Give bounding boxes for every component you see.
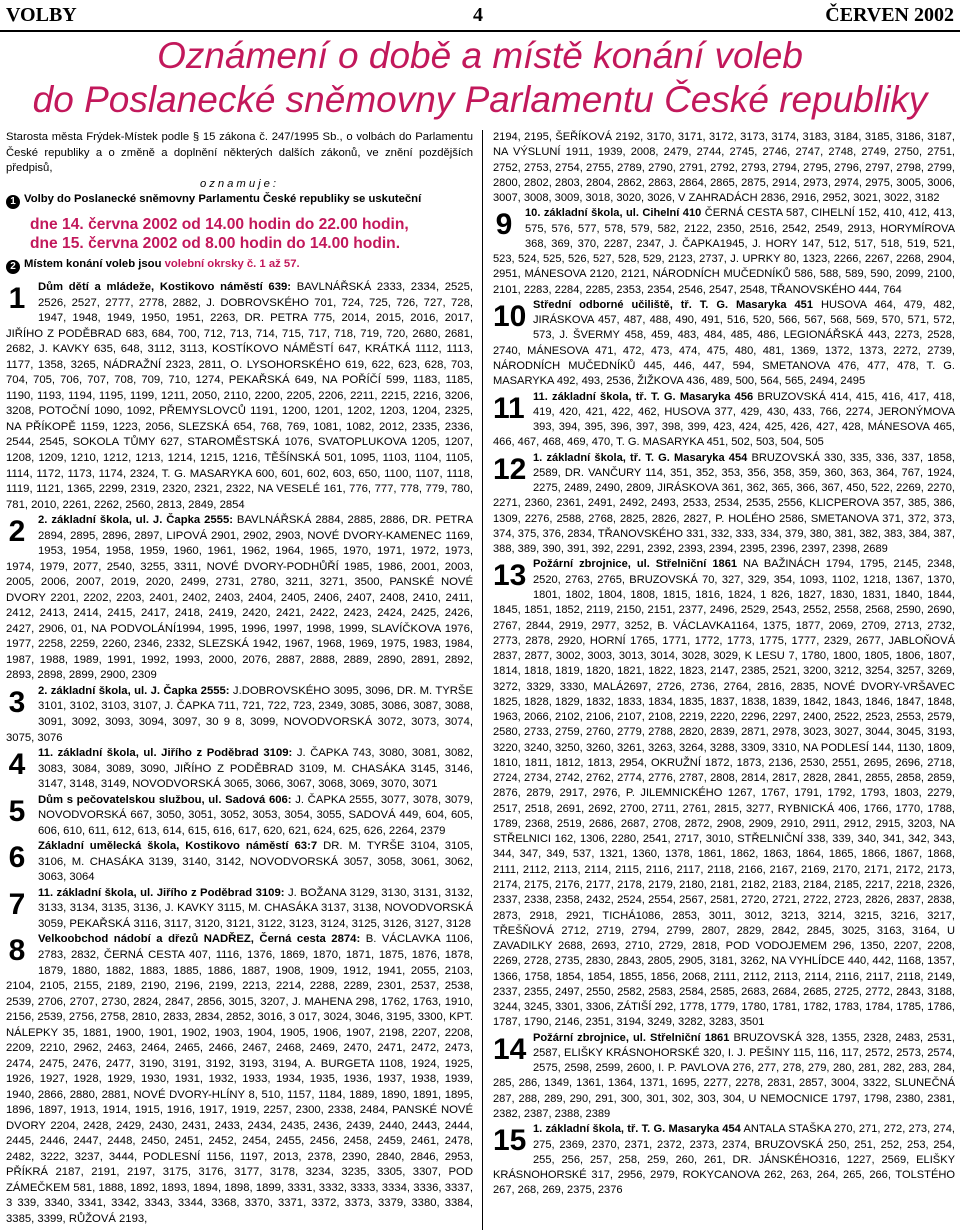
street-list: J. BOŽANA 3129, 3130, 3131, 3132, 3133, 3134, 3135, 3136, J. KAVKY 3115, M. CHASÁKA 3137, 3138, NOVODVORSKÁ 3059, PEKAŘSKÁ 3116, 3117, 3120, 3121, 3122, 3123, 3124, 3125, 3126, 3127, 3128 <box>38 886 473 930</box>
district-number: 8 <box>8 934 26 968</box>
street-list: BAVLNÁŘSKÁ 2333, 2334, 2525, 2526, 2527, 2777, 2778, 2882, J. DOBROVSKÉHO 701, 724, 725, 726, 727, 728, 1947, 1948, 1949, 1950, 1951, 2263, DR. PETRA 775, 2014, 2015, 2016, 2017, JIŘÍHO Z PODĚBRAD 683, 684, 700, 712, 713, 714, 715, 717, 718, 719, 720, 2680, 2681, 2682, J. KAVKY 635, 648, 3112, 3113, KOSTÍKOVO NÁMĚSTÍ 647, KRÁTKÁ 1112, 1113, 1177, 1358, 3265, NÁDRAŽNÍ 2323, 2811, O. LYSOHORSKÉHO 619, 622, 623, 628, 703, 704, 705, 706, 707, 708, 709, 710, 1274, PEKAŘSKÁ 649, NA POŘÍČÍ 599, 1183, 1185, 1190, 1193, 1194, 1195, 1199, 1211, 2050, 2110, 2200, 2205, 2206, 2211, 2215, 2216, 3206, 3208, POTOČNÍ 1090, 1092, PŘEMYSLOVCŮ 1191, 1200, 1201, 1202, 1203, 1204, 2325, NA PŘÍKOPĚ 1159, 1223, 2056, SLEZSKÁ 654, 768, 769, 1081, 1082, 2012, 2335, 2336, 2544, 2545, SOKOLA TŮMY 627, STAROMĚSTSKÁ 1076, SVATOPLUKOVA 1205, 1207, 1208, 1209, 1210, 1212, 1213, 1214, 1215, 1216, TĚŠÍNSKÁ 501, 1095, 1103, 1104, 1105, 1114, 1172, 1173, 1174, 2324, T. G. MASARYKA 600, 601, 602, 603, 650, 1100, 1107, 1118, 1119, 1121, 1365, 2299, 2319, 2320, 2321, 2322, NA VESELÉ 161, 776, 777, 778, 779, 780, 781, 2010, 2261, 2262, 2560, 2813, 2849, 2854 <box>6 281 474 511</box>
section-label: VOLBY <box>6 4 77 26</box>
district-number: 1 <box>8 282 26 316</box>
district-number: 13 <box>493 559 527 593</box>
street-list: NA BAŽINÁCH 1794, 1795, 2145, 2348, 2520, 2763, 2765, BRUZOVSKÁ 70, 327, 329, 354, 1093, 1102, 1218, 1367, 1370, 1801, 1802, 1804, 1808, 1815, 1816, 1824, 1 826, 1827, 1830, 1831, 1840, 1844, 1845, 1851, 1852, 2119, 2150, 2151, 2377, 2496, 2529, 2543, 2552, 2558, 2568, 2590, 2690, 2767, 2844, 2919, 2977, 3252, B. VÁCLAVKA1164, 1375, 1877, 2069, 2709, 2713, 2732, 2773, 2878, 2920, HORNÍ 1765, 1771, 1772, 1773, 1775, 1777, 2329, 2677, JABLOŇOVÁ 2837, 2877, 3002, 3003, 3013, 3014, 3028, 3029, K LESU 7, 1780, 1800, 1805, 1806, 1807, 1814, 1818, 1819, 1820, 1821, 1822, 1823, 2147, 2385, 2521, 3200, 3212, 3254, 3257, 3269, 3272, 3329, 3330, MALÁ2697, 2726, 2736, 2764, 2816, 2835, NOVÉ DVORY-VRŠAVEC 1825, 1828, 1829, 1832, 1833, 1834, 1835, 1837, 1838, 1839, 1842, 1843, 1846, 1847, 1848, 1963, 2066, 2102, 2106, 2107, 2108, 2219, 2220, 2296, 2297, 2400, 2522, 2523, 2553, 2579, 2580, 2733, 2759, 2760, 2779, 2788, 2820, 2839, 2871, 2978, 3023, 3027, 3044, 3045, 3193, 3220, 3240, 3250, 3260, 3261, 3263, 3264, 3288, 3309, 3310, NA PODLESÍ 144, 1130, 1809, 1810, 1811, 1812, 1813, 2954, OKRUŽNÍ 1872, 1873, 2136, 2530, 2551, 2695, 2696, 2718, 2724, 2734, 2742, 2762, 2774, 2776, 2787, 2808, 2814, 2817, 2828, 2841, 2855, 2858, 2859, 2876, 2879, 2917, 2976, P. JILEMNICKÉHO 1267, 1767, 1791, 1792, 1793, 1803, 2279, 2517, 2518, 2691, 2692, 2700, 2711, 2761, 2815, 3277, RYBNICKÁ 406, 1766, 1770, 1788, 1789, 2368, 2519, 2686, 2687, 2708, 2872, 2908, 2909, 2910, 2911, 2912, 2915, 3203, NA STŘELNICI 162, 1306, 2280, 2541, 2717, 3010, STŘELNIČNÍ 338, 339, 340, 341, 342, 343, 344, 347, 349, 537, 1321, 1360, 1378, 1861, 1862, 1863, 1864, 1865, 1866, 1867, 1868, 2111, 2112, 2113, 2114, 2115, 2116, 2117, 2118, 2166, 2167, 2169, 2170, 2171, 2172, 2173, 2174, 2175, 2176, 2177, 2178, 2179, 2180, 2181, 2182, 2183, 2184, 2185, 2217, 2218, 2326, 2337, 2338, 2358, 2432, 2524, 2554, 2567, 2581, 2720, 2721, 2722, 2723, 2826, 2837, 2838, 2873, 2918, 2921, TICHÁ1086, 2853, 3011, 3012, 3213, 3214, 3215, 3216, 3217, TŘEŠŇOVÁ 2712, 2719, 2794, 2799, 2807, 2829, 2842, 2845, 3025, 3163, 3164, U ZAVADILKY 2688, 2693, 2710, 2729, 2818, POD VODOJEMEM 296, 1350, 2207, 2208, 2269, 2728, 2735, 2830, 2843, 2805, 2905, 3181, 3262, NA VYHLÍDCE 440, 442, 1168, 1357, 1366, 1758, 1854, 1854, 1855, 1856, 2068, 2111, 2112, 2113, 2114, 2116, 2117, 2118, 2149, 2337, 2355, 2497, 2550, 2582, 2583, 2584, 2585, 2683, 2684, 2685, 2725, 2772, 2843, 3188, 3244, 3245, 3301, 3306, ZÁTIŠÍ 292, 1778, 1779, 1780, 1781, 1782, 1783, 1784, 1785, 1786, 1787, 1790, 2146, 2351, 3194, 3249, 3282, 3283, 3501 <box>493 558 955 1029</box>
intro-text: Starosta města Frýdek-Místek podle § 15 zákona č. 247/1995 Sb., o volbách do Parlamentu České republiky a o změně a doplnění některých dalších zákonů, ve znění pozdějších předpisů, <box>6 131 473 175</box>
polling-place-name: 11. základní škola, tř. T. G. Masaryka 456 <box>533 390 754 403</box>
district-number: 4 <box>8 748 26 782</box>
district-number: 10 <box>493 299 527 333</box>
district-entry <box>6 932 473 1227</box>
date-line-1: dne 14. června 2002 od 14.00 hodin do 22.00 hodin, <box>30 216 409 234</box>
district-number: 14 <box>493 1032 527 1066</box>
polling-place-name: Základní umělecká škola, Kostikovo náměstí 63:7 <box>38 840 318 853</box>
column-divider <box>482 130 483 1230</box>
polling-place-name: 2. základní škola, ul. J. Čapka 2555: <box>38 514 233 527</box>
announce-heading: oznamuje: <box>199 177 280 190</box>
district-number: 6 <box>8 841 26 875</box>
district-number: 12 <box>493 452 527 486</box>
polling-place-name: 11. základní škola, ul. Jiřího z Poděbrad 3109: <box>38 747 293 760</box>
street-list: BAVLNÁŘSKÁ 2884, 2885, 2886, DR. PETRA 2894, 2895, 2896, 2897, LIPOVÁ 2901, 2902, 2903, NOVÉ DVORY-KAMENEC 1169, 1953, 1954, 1958, 1959, 1960, 1961, 1962, 1964, 1965, 1970, 1971, 1972, 1973, 1974, 1979, 2077, 2540, 3255, 3311, NOVÉ DVORY-PODHŮŘÍ 1985, 1986, 2001, 2003, 2005, 2006, 2007, 2019, 2020, 2499, 2731, 2780, 3211, 3271, 3500, PANSKÉ NOVÉ DVORY 2201, 2202, 2203, 2401, 2402, 2403, 2404, 2405, 2406, 2407, 2408, 2410, 2411, 2412, 2413, 2414, 2415, 2417, 2418, 2419, 2420, 2421, 2422, 2423, 2424, 2425, 2426, 2427, 2906, 01, NA PODVOLÁNÍ1994, 1995, 1996, 1997, 1998, 1999, SLAVÍČKOVA 1976, 1977, 2258, 2259, 2260, 2346, 2332, SLEZSKÁ 1942, 1967, 1968, 1969, 1975, 1983, 1984, 1987, 1988, 1989, 1991, 1992, 1993, 2000, 2076, 2887, 2888, 2889, 2890, 2891, 2892, 2893, 2898, 2899, 2900, 2309 <box>6 514 473 682</box>
polling-place-name: Dům s pečovatelskou službou, ul. Sadová 606: <box>38 793 292 806</box>
district-entry <box>493 557 955 1030</box>
street-list: B. VÁCLAVKA 1106, 2783, 2832, ČERNÁ CESTA 407, 1116, 1376, 1869, 1870, 1871, 1875, 1876, 1878, 1879, 1880, 1882, 1883, 1885, 1886, 1887, 1908, 1909, 1912, 1941, 2055, 2103, 2104, 2105, 2155, 2189, 2190, 2196, 2199, 2213, 2214, 2288, 2289, 2301, 2537, 2538, 2539, 2706, 2707, 2730, 2824, 2847, 2856, 3015, 3207, J. MAHENA 298, 1762, 1763, 1910, 2156, 2539, 2756, 2758, 2810, 2833, 2834, 2852, 3016, 3 017, 3024, 3046, 3195, 3300, KPT. NÁLEPKY 35, 1881, 1900, 1901, 1902, 1903, 1904, 1905, 1906, 1907, 2198, 2207, 2208, 2209, 2210, 2962, 2463, 2464, 2465, 2466, 2467, 2468, 2469, 2470, 2471, 2472, 2473, 2474, 2475, 2476, 2477, 3190, 3191, 3192, 3193, 3194, A. BURGETA 1108, 1924, 1925, 1926, 1927, 1928, 1929, 1930, 1931, 1932, 1933, 1934, 1935, 1936, 1937, 1938, 1939, 1940, 2866, 2880, 2881, NOVÉ DVORY-HLÍNY 8, 510, 1157, 1184, 1889, 1890, 1891, 1895, 1896, 1897, 1913, 1914, 1915, 1916, 1917, 1919, 2257, 2300, 2338, 2484, PANSKÉ NOVÉ DVORY 2204, 2428, 2429, 2430, 2431, 2433, 2434, 2435, 2436, 2439, 2440, 2443, 2444, 2445, 2446, 2447, 2448, 2450, 2451, 2452, 2454, 2455, 2456, 2458, 2459, 2461, 2478, 2482, 3222, 3237, 3444, PODLESNÍ 1156, 1197, 2013, 2378, 2390, 2840, 2846, 2953, PŘÍKRÁ 2187, 2191, 2197, 3175, 3176, 3177, 3178, 3234, 3235, 3305, 3307, POD ZÁMEČKEM 581, 1888, 1892, 1893, 1894, 1898, 1899, 3331, 3332, 3333, 3334, 3336, 3337, 3 339, 3340, 3341, 3342, 3343, 3344, 3368, 3370, 3371, 3372, 3373, 3379, 3380, 3384, 3385, 3399, RŮŽOVÁ 2193, <box>6 933 473 1225</box>
district-list-left <box>6 280 473 1227</box>
election-dates <box>30 215 473 253</box>
polling-place-name: 2. základní škola, ul. J. Čapka 2555: <box>38 684 230 697</box>
polling-place-name: 1. základní škola, tř. T. G. Masaryka 454 <box>533 1123 741 1136</box>
page-number: 4 <box>473 4 483 26</box>
district-entry <box>493 1031 955 1123</box>
district-number: 7 <box>8 887 26 921</box>
district-entry <box>6 793 473 840</box>
title-line-1: Oznámení o době a místě konání voleb <box>157 35 803 76</box>
polling-place-name: Střední odborné učiliště, tř. T. G. Masaryka 451 <box>533 298 814 311</box>
item-2: 2 Místem konání voleb jsou volební okrsky č. 1 až 57. <box>6 257 473 274</box>
district-entry <box>493 451 955 558</box>
district-number: 15 <box>493 1124 527 1158</box>
district-entry <box>6 746 473 793</box>
page-header <box>0 0 960 32</box>
bullet-1-icon: 1 <box>6 195 20 209</box>
right-column <box>493 130 955 1199</box>
page-title <box>0 34 960 122</box>
continued-text: 2194, 2195, ŠEŘÍKOVÁ 2192, 3170, 3171, 3172, 3173, 3174, 3183, 3184, 3185, 3186, 3187, NA VÝSLUNÍ 1911, 1939, 2008, 2479, 2744, 2745, 2746, 2747, 2748, 2749, 2750, 2751, 2752, 2753, 2754, 2755, 2789, 2790, 2791, 2792, 2793, 2794, 2795, 2796, 2797, 2798, 2799, 2800, 2802, 2803, 2804, 2862, 2863, 2864, 2865, 2875, 2914, 2973, 2974, 2975, 3005, 3006, 3007, 3008, 3009, 3018, 3020, 3026, V ZAHRADÁCH 2836, 2916, 2952, 3021, 3022, 3182 <box>493 131 955 205</box>
district-entry <box>493 206 955 298</box>
polling-place-name: Požární zbrojnice, ul. Střelniční 1861 <box>533 1031 730 1044</box>
street-list: BRUZOVSKÁ 414, 415, 416, 417, 418, 419, 420, 421, 422, 462, HUSOVA 377, 429, 430, 433, 766, 2274, JERONÝMOVA 393, 394, 395, 396, 397, 398, 399, 423, 424, 425, 426, 427, 428, MÁNESOVA 465, 466, 467, 468, 469, 470, T. G. MASARYKA 451, 502, 503, 504, 505 <box>493 390 955 449</box>
issue-date: ČERVEN 2002 <box>825 4 954 26</box>
polling-place-name: 1. základní škola, tř. T. G. Masaryka 454 <box>533 451 748 464</box>
district-entry <box>493 1122 955 1198</box>
polling-place-name: 10. základní škola, ul. Cihelní 410 <box>525 207 702 220</box>
district-number: 11 <box>493 391 525 425</box>
district-entry <box>6 684 473 746</box>
district-entry <box>493 298 955 390</box>
polling-place-name: Dům dětí a mládeže, Kostikovo náměstí 639: <box>38 281 292 294</box>
bullet-2-icon: 2 <box>6 260 20 274</box>
date-line-2: dne 15. června 2002 od 8.00 hodin do 14.00 hodin. <box>30 235 401 253</box>
polling-place-name: Požární zbrojnice, ul. Střelniční 1861 <box>533 558 738 571</box>
street-list: J. ČAPKA 743, 3080, 3081, 3082, 3083, 3084, 3089, 3090, JIŘÍHO Z PODĚBRAD 3109, M. CHASÁKA 3145, 3146, 3147, 3148, 3149, NOVODVORSKÁ 3065, 3066, 3067, 3068, 3069, 3070, 3071 <box>38 747 474 791</box>
street-list: ANTALA STAŠKA 270, 271, 272, 273, 274, 275, 2369, 2370, 2371, 2372, 2373, 2374, BRUZOVSKÁ 250, 251, 252, 253, 254, 255, 256, 257, 258, 259, 260, 261, DR. JÁNSKÉHO316, 1227, 2569, ELIŠKY KRÁSNOHORSKÉ 317, 2956, 2979, ROKYCANOVA 262, 263, 264, 265, 266, TOLSTÉHO 267, 268, 269, 2375, 2376 <box>493 1123 955 1197</box>
district-entry <box>493 390 955 451</box>
district-entry <box>6 280 473 513</box>
district-list-right <box>493 206 955 1198</box>
district-number: 3 <box>8 685 26 719</box>
district-number: 2 <box>8 515 26 549</box>
polling-place-name: Velkoobchod nádobí a dřezů NADŘEZ, Černá cesta 2874: <box>38 933 361 946</box>
street-list: ČERNÁ CESTA 587, CIHELNÍ 152, 410, 412, 413, 575, 576, 577, 578, 579, 582, 2122, 2350, 2516, 2542, 2549, 2913, HORYMÍROVA 368, 369, 370, 2287, 2347, J. ČAPKA1945, J. HORY 147, 512, 517, 518, 519, 521, 523, 524, 525, 526, 527, 528, 529, 2123, 2737, J. UPRKY 80, 1323, 2266, 2267, 2268, 2904, 2951, MÁNESOVA 2120, 2121, NÁRODNÍCH MUČEDNÍKŮ 586, 588, 589, 590, 2099, 2100, 2101, 2283, 2284, 2285, 2353, 2354, 2546, 2547, 2548, TŘANOVSKÉHO 444, 764 <box>493 207 955 296</box>
district-number: 9 <box>495 208 513 242</box>
item-1: 1 Volby do Poslanecké sněmovny Parlamentu České republiky se uskuteční <box>6 192 473 209</box>
district-entry <box>6 886 473 933</box>
left-column <box>6 130 473 1228</box>
street-list: J.DOBROVSKÉHO 3095, 3096, DR. M. TYRŠE 3101, 3102, 3103, 3107, J. ČAPKA 711, 721, 722, 723, 2349, 3085, 3086, 3087, 3088, 3091, 3092, 3093, 3094, 3097, 30 9 8, 3099, NOVODVORSKÁ 3072, 3073, 3074, 3075, 3076 <box>6 684 473 744</box>
district-entry <box>6 839 473 886</box>
district-number: 5 <box>8 794 26 828</box>
street-list: J. ČAPKA 2555, 3077, 3078, 3079, NOVODVORSKÁ 667, 3050, 3051, 3052, 3053, 3054, 3055, SADOVÁ 449, 604, 605, 606, 610, 611, 612, 613, 614, 615, 616, 617, 620, 621, 624, 625, 626, 2264, 2379 <box>38 793 474 837</box>
polling-place-name: 11. základní škola, ul. Jiřího z Poděbrad 3109: <box>38 886 285 899</box>
district-entry <box>6 513 473 684</box>
title-line-2: do Poslanecké sněmovny Parlamentu České republiky <box>32 79 928 120</box>
street-list: HUSOVA 464, 479, 482, JIRÁSKOVA 457, 487, 488, 490, 491, 516, 520, 566, 567, 568, 569, 570, 571, 572, 573, J. ŠVERMY 458, 459, 483, 484, 485, 486, LEGIONÁŘSKÁ 443, 2273, 2528, 2740, MÁNESOVA 471, 472, 473, 474, 475, 480, 481, 1369, 1372, 1373, 2272, 2739, NÁRODNÍCH MUČEDNÍKŮ 445, 446, 447, 594, SMETANOVA 476, 477, 478, T. G. MASARYKA 492, 493, 2536, ŽIŽKOVA 436, 489, 500, 564, 565, 2494, 2495 <box>493 298 955 388</box>
street-list: DR. M. TYRŠE 3104, 3105, 3106, M. CHASÁKA 3139, 3140, 3142, NOVODVORSKÁ 3057, 3058, 3061, 3062, 3063, 3064 <box>38 840 473 884</box>
street-list: BRUZOVSKÁ 330, 335, 336, 337, 1858, 2589, DR. VANČURY 114, 351, 352, 353, 356, 358, 359, 360, 363, 364, 767, 1924, 2275, 2489, 2490, 2809, JIRÁSKOVA 361, 362, 365, 366, 367, 450, 522, 2269, 2270, 2271, 2360, 2361, 2491, 2492, 2493, 2533, 2534, 2535, 2556, KLICPEROVA 357, 385, 386, 1309, 2276, 2588, 2768, 2825, 2826, 2827, P. HOLÉHO 2586, SMETANOVA 371, 372, 373, 374, 375, 376, 2834, TŘANOVSKÉHO 331, 332, 333, 334, 379, 380, 381, 382, 383, 384, 387, 388, 389, 390, 391, 392, 2291, 2392, 2393, 2394, 2395, 2396, 2397, 2398, 2689 <box>493 451 955 556</box>
street-list: BRUZOVSKÁ 328, 1355, 2328, 2483, 2531, 2587, ELIŠKY KRÁSNOHORSKÉ 320, I. J. PEŠINY 115, 116, 117, 2572, 2573, 2574, 2575, 2598, 2599, 2600, I. P. PAVLOVA 276, 277, 278, 279, 280, 281, 282, 283, 284, 285, 286, 1349, 1361, 1364, 1371, 1695, 2277, 2278, 2831, 2857, 3004, 3322, SLUNEČNÁ 287, 288, 289, 290, 291, 300, 301, 302, 303, 304, U NEMOCNICE 1797, 1798, 2380, 2381, 2382, 2387, 2388, 2389 <box>493 1031 955 1120</box>
